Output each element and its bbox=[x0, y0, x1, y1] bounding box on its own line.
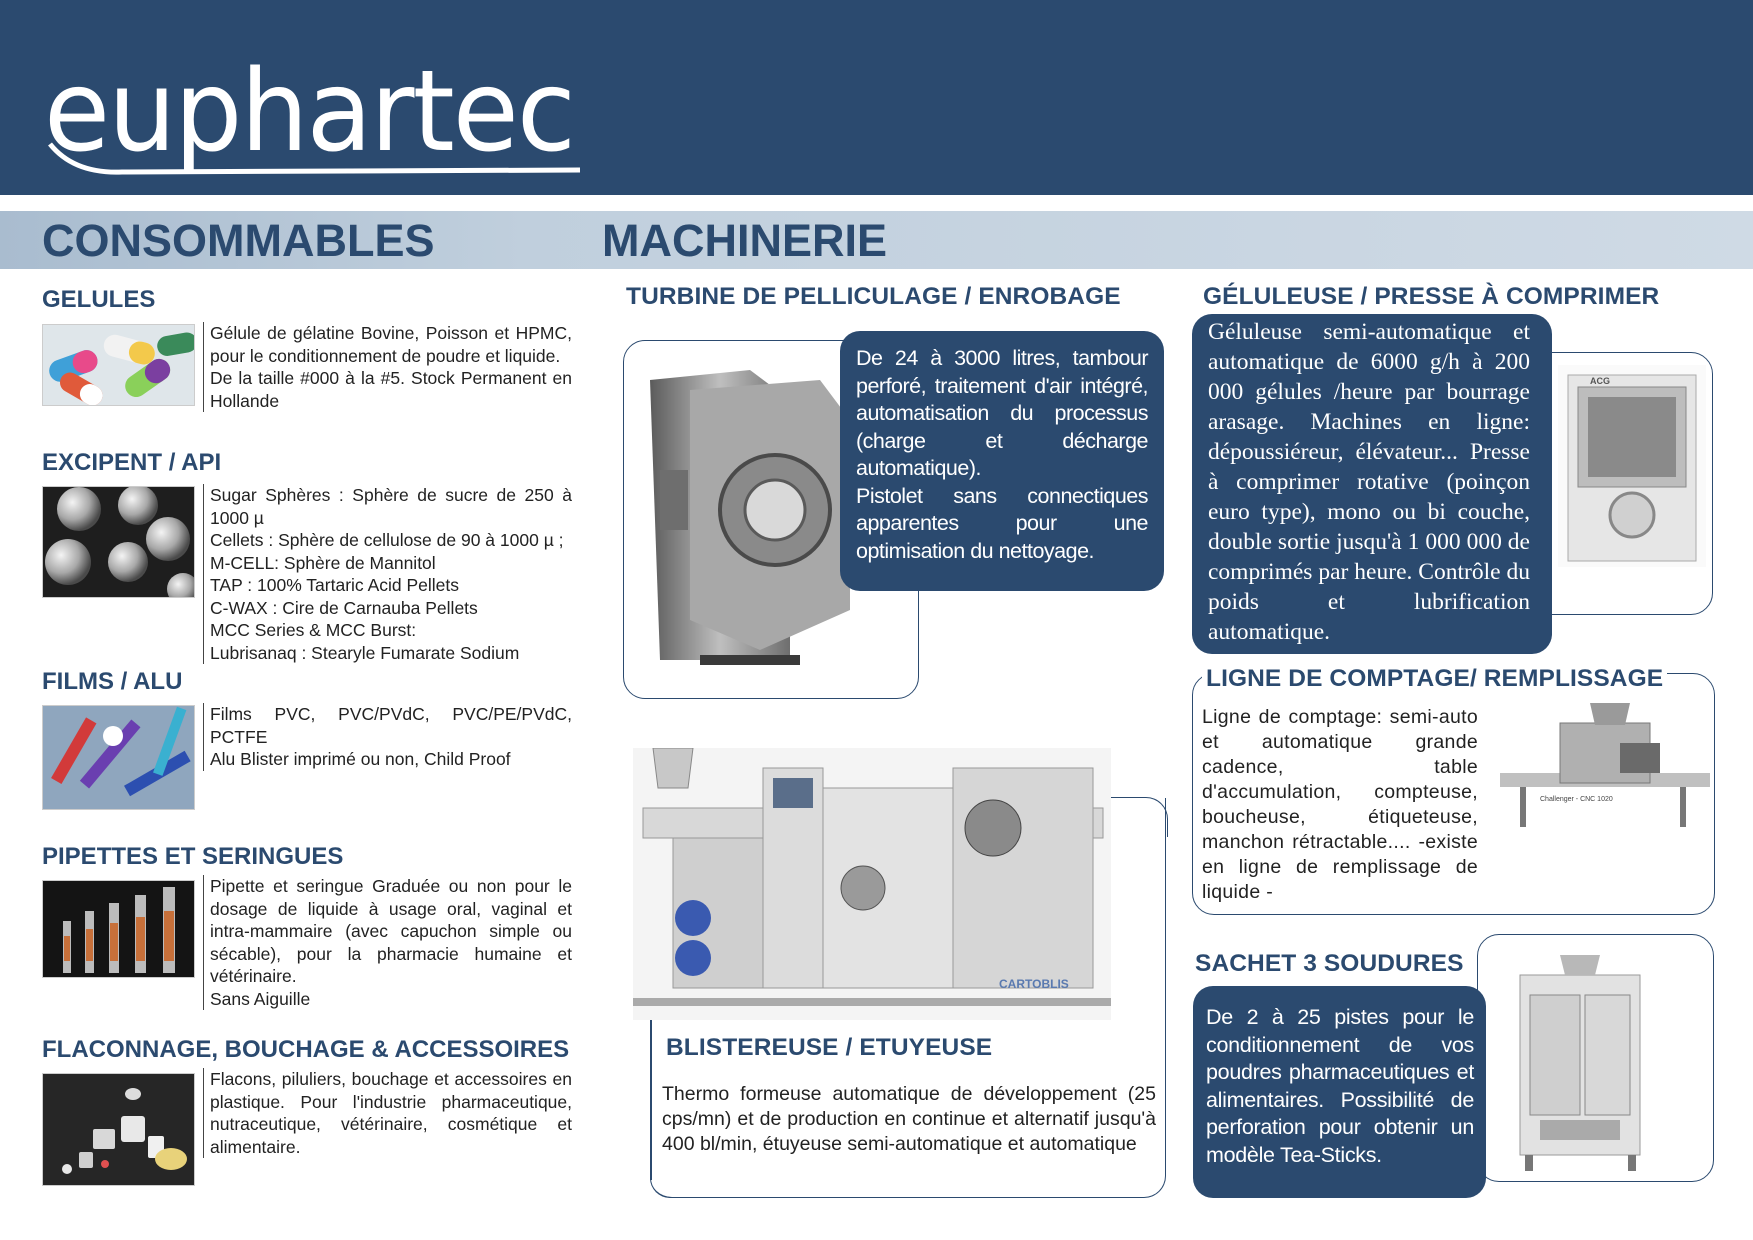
bottles-icon bbox=[43, 1074, 195, 1186]
excipent-line: TAP : 100% Tartaric Acid Pellets bbox=[210, 575, 460, 595]
excipent-desc bbox=[203, 484, 572, 664]
turbine-line: Pistolet sans connectiques apparentes pour une optimisation du nettoyage. bbox=[856, 483, 1148, 563]
spheres-photo bbox=[42, 486, 195, 598]
capsules-photo bbox=[42, 324, 195, 406]
excipent-line: Lubrisanaq : Stearyle Fumarate Sodium bbox=[210, 642, 520, 663]
turbine-text-box bbox=[840, 331, 1164, 591]
pipettes-line: Pipette et seringue Graduée ou non pour le dosage de liquide à usage oral, vaginal et intra-mammaire (avec capuchon simple ou sécable), pour la pharmacie humaine et vétérinaire. bbox=[210, 876, 572, 986]
pipettes-line: Sans Aiguille bbox=[210, 988, 311, 1009]
sachet-text: De 2 à 25 pistes pour le conditionnement de vos poudres pharmaceutiques et alimentaires. Possibilité de perforation pour obtenir un modèle Tea-Sticks. bbox=[1206, 1005, 1474, 1167]
coating-drum-photo bbox=[640, 360, 870, 680]
sachet-title: SACHET 3 SOUDURES bbox=[1195, 950, 1464, 977]
capsule-filler-photo bbox=[1558, 365, 1706, 567]
flaconnage-desc bbox=[203, 1068, 572, 1158]
blister-frame-corner bbox=[1110, 797, 1168, 837]
excipent-line: MCC Series & MCC Burst: bbox=[210, 620, 417, 640]
blister-title: BLISTEREUSE / ETUYEUSE bbox=[666, 1034, 993, 1061]
films-photo bbox=[42, 705, 195, 810]
geluleuse-text: Géluleuse semi-automatique et automatique de 6000 g/h à 200 000 gélules /heure par bourrage arasage. Machines en ligne: dépoussiéreur, élévateur... Presse à comprimer rotative (poinçon euro type), mono ou bi couche, double sortie jusqu'à 1 000 000 de comprimés par heure. Contrôle du poids et lubrification automatique. bbox=[1208, 319, 1530, 645]
euphartec-logo bbox=[44, 62, 584, 182]
gelules-title: GELULES bbox=[42, 286, 156, 313]
turbine-title: TURBINE DE PELLICULAGE / ENROBAGE bbox=[626, 283, 1121, 310]
consommables-heading: CONSOMMABLES bbox=[42, 215, 435, 266]
spheres-icon bbox=[43, 487, 195, 598]
capsule-filler-badge: ACG bbox=[1590, 376, 1610, 386]
logo-text: euphartec bbox=[44, 62, 574, 177]
comptage-desc: Ligne de comptage: semi-auto et automatique grande cadence, table d'accumulation, compteuse, boucheuse, étiqueteuse, manchon rétractable.... -existe en ligne de remplissage de liquide - bbox=[1202, 706, 1478, 903]
turbine-line: De 24 à 3000 litres, tambour perforé, traitement d'air intégré, automatisation du processus (charge et décharge automatique). bbox=[856, 346, 1148, 480]
excipent-line: Cellets : Sphère de cellulose de 90 à 1000 µ ; bbox=[210, 530, 564, 550]
geluleuse-text-box bbox=[1192, 314, 1552, 654]
gelules-line: De la taille #000 à la #5. Stock Permanent en Hollande bbox=[210, 368, 572, 411]
pipettes-desc bbox=[203, 875, 572, 1010]
excipent-line: C-WAX : Cire de Carnauba Pellets bbox=[210, 597, 478, 618]
excipent-title: EXCIPENT / API bbox=[42, 449, 222, 476]
sachet-text-box bbox=[1193, 986, 1486, 1198]
blister-desc: Thermo formeuse automatique de développement (25 cps/mn) et de production en continue et alternatif jusqu'à 400 bl/min, étuyeuse semi-automatique et automatique bbox=[662, 1083, 1156, 1155]
bottles-photo bbox=[42, 1073, 195, 1186]
machinerie-heading: MACHINERIE bbox=[602, 215, 888, 266]
flaconnage-title: FLACONNAGE, BOUCHAGE & ACCESSOIRES bbox=[42, 1036, 570, 1063]
gelules-desc bbox=[203, 322, 572, 412]
pipettes-title: PIPETTES ET SERINGUES bbox=[42, 843, 344, 870]
counting-line-photo bbox=[1500, 703, 1710, 833]
blister-frame-left bbox=[650, 1010, 652, 1180]
films-desc bbox=[203, 703, 572, 771]
films-title: FILMS / ALU bbox=[42, 668, 183, 695]
excipent-line: M-CELL: Sphère de Mannitol bbox=[210, 552, 436, 573]
counting-machine-label: Challenger - CNC 1020 bbox=[1540, 796, 1613, 803]
blister-frame-bottom-left bbox=[650, 1178, 690, 1198]
excipent-line: Sugar Sphères : Sphère de sucre de 250 à 1000 µ bbox=[210, 485, 572, 528]
blister-machine-label: CARTOBLIS bbox=[999, 977, 1069, 991]
gelules-line: Gélule de gélatine Bovine, Poisson et HPMC, pour le conditionnement de poudre et liquide. bbox=[210, 323, 572, 366]
sachet-machine-photo bbox=[1500, 955, 1660, 1173]
blister-machine-photo bbox=[633, 748, 1111, 1020]
films-line: Films PVC, PVC/PVdC, PVC/PE/PVdC, PCTFE bbox=[210, 704, 572, 747]
syringes-photo bbox=[42, 880, 195, 978]
comptage-title: LIGNE DE COMPTAGE/ REMPLISSAGE bbox=[1202, 665, 1667, 693]
films-icon bbox=[43, 706, 195, 810]
capsules-icon bbox=[43, 325, 195, 406]
geluleuse-title: GÉLULEUSE / PRESSE À COMPRIMER bbox=[1203, 283, 1660, 310]
films-line: Alu Blister imprimé ou non, Child Proof bbox=[210, 749, 511, 769]
syringes-icon bbox=[43, 881, 195, 978]
flaconnage-line: Flacons, piluliers, bouchage et accessoires en plastique. Pour l'industrie pharmaceutique, nutraceutique, vétérinaire, cosmétique et alimentaire. bbox=[210, 1069, 572, 1157]
